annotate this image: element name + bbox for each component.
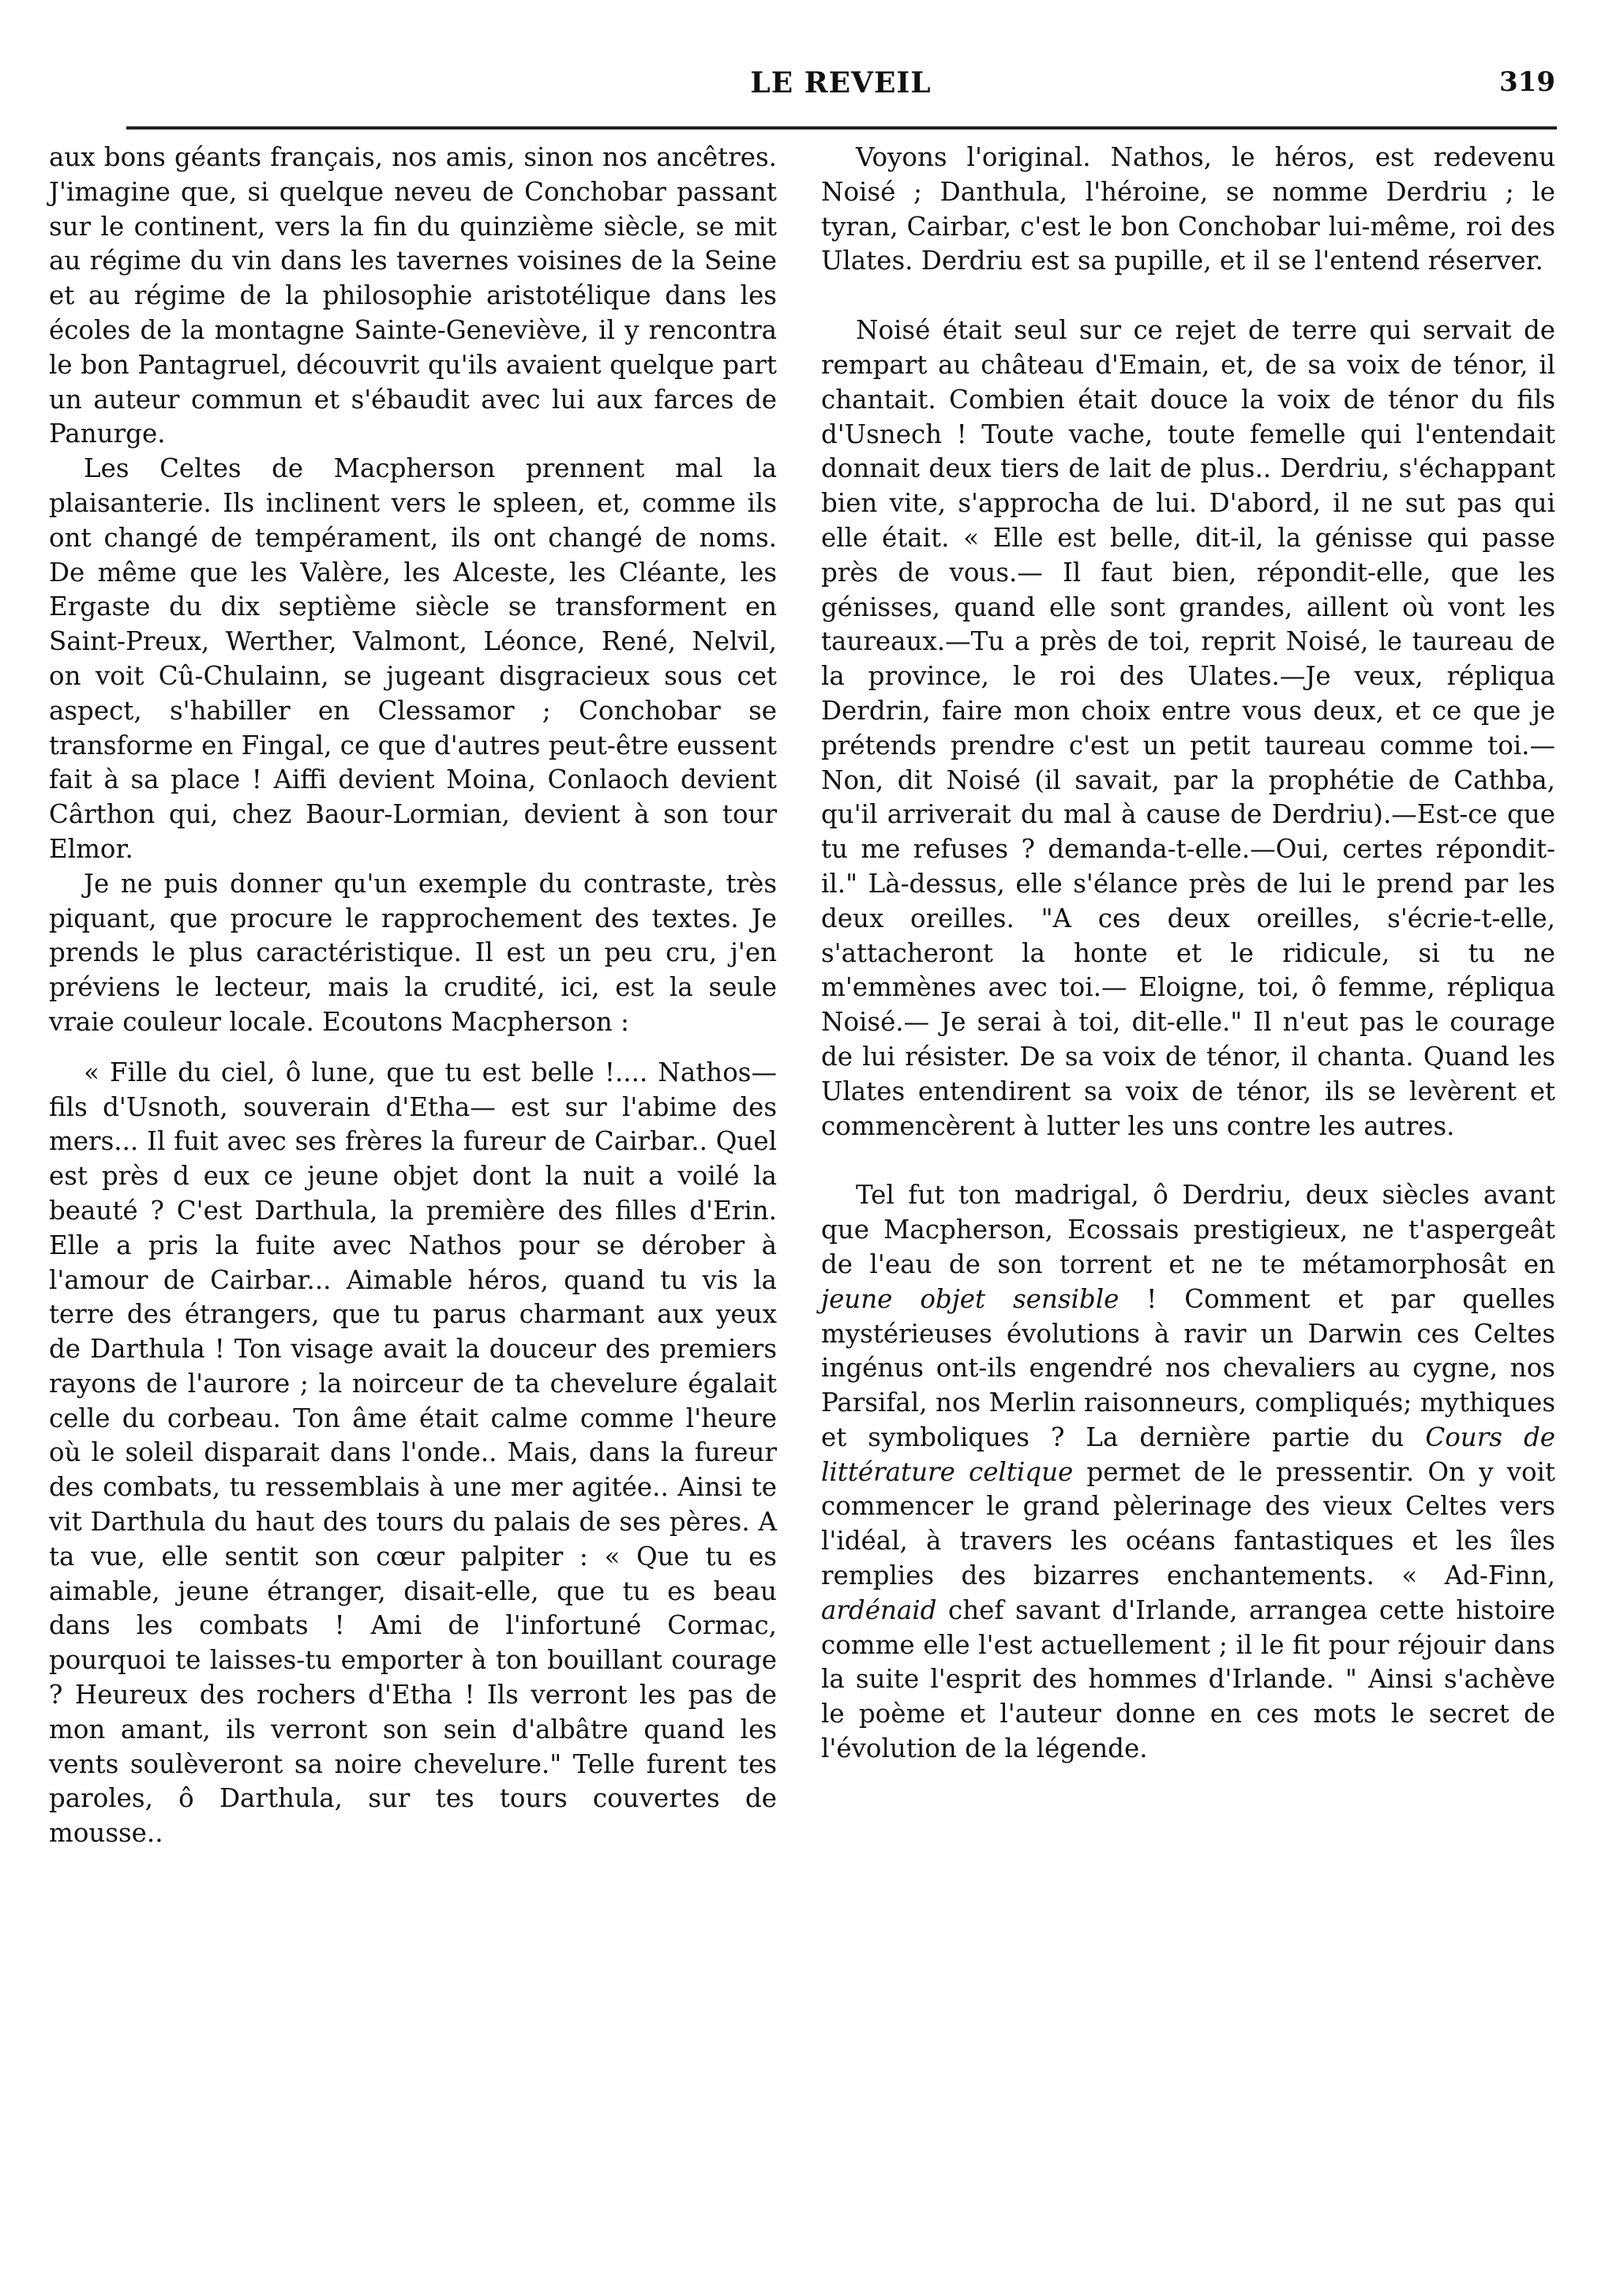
right-p3-italic-2: Cours de littérature celtique xyxy=(821,1421,1555,1487)
right-p3-text-1: Tel fut ton madrigal, ô Derdriu, deux siècles avant que Macpherson, Ecossais prestigieux, ne t'aspergeât de l'eau de son torrent et ne te métamorphosât en xyxy=(821,1180,1555,1279)
right-paragraph-2: Noisé était seul sur ce rejet de terre qui servait de rempart au château d'Emain, et, de sa voix de ténor, il chantait. Combien était douce la voix de ténor du fils d'Usnech ! Toute vache, toute femelle qui l'entendait donnait deux tiers de lait de plus.. Derdriu, s'échappant bien vite, s'approcha de lui. D'abord, il ne sut pas qui elle était. « Elle est belle, dit-il, la génisse qui passe près de vous.— Il faut bien, répondit-elle, que les génisses, quand elle sont grandes, aillent où vont les taureaux.—Tu a près de toi, reprit Noisé, le taureau de la province, le roi des Ulates.—Je veux, répliqua Derdrin, faire mon choix entre vous deux, et ce que je prétends prendre c'est un petit taureau comme toi.—Non, dit Noisé (il savait, par la prophétie de Cathba, qu'il arriverait du mal à cause de Derdriu).—Est-ce que tu me refuses ? demanda-t-elle.—Oui, certes répondit-il." Là-dessus, elle s'élance près de lui le prend par les deux oreilles. "A ces deux oreilles, s'écrie-t-elle, s'attacheront la honte et le ridicule, si tu ne m'emmènes avec toi.— Eloigne, toi, ô femme, répliqua Noisé.— Je serai à toi, dit-elle." Il n'eut pas le courage de lui résister. De sa voix de ténor, il chanta. Quand les Ulates entendirent sa voix de ténor, ils se levèrent et commencèrent à lutter les uns contre les autres. xyxy=(821,315,1555,1141)
page-number: 319 xyxy=(1499,66,1555,98)
right-p3-text-4: chef savant d'Irlande, arrangea cette histoire comme elle l'est actuellement ; il le fit pour réjouir dans la suite l'esprit des hommes d'Irlande. " Ainsi s'achève le poème et l'auteur donne en ces mots le secret de l'évolution de la légende. xyxy=(821,1594,1555,1764)
header-rule xyxy=(126,126,1557,130)
left-paragraph-2: Les Celtes de Macpherson prennent mal la plaisanterie. Ils inclinent vers le spleen, et, comme ils ont changé de tempérament, ils ont changé de noms. De même que les Valère, les Alceste, les Cléante, les Ergaste du dix septième siècle se transforment en Saint-Preux, Werther, Valmont, Léonce, René, Nelvil, on voit Cû-Chulainn, se jugeant disgracieux sous cet aspect, s'habiller en Clessamor ; Conchobar se transforme en Fingal, ce que d'autres peut-être eussent fait à sa place ! Aiffi devient Moina, Conlaoch devient Cârthon qui, chez Baour-Lormian, devient à son tour Elmor. xyxy=(49,453,777,864)
right-p3-italic-1: jeune objet sensible xyxy=(821,1283,1120,1314)
left-quotation-paragraph: « Fille du ciel, ô lune, que tu est belle !.... Nathos—fils d'Usnoth, souverain d'Etha— est sur l'abime des mers... Il fuit avec ses frères la fureur de Cairbar.. Quel est près d eux ce jeune objet dont la nuit a voilé la beauté ? C'est Darthula, la première des filles d'Erin. Elle a pris la fuite avec Nathos pour se dérober à l'amour de Cairbar... Aimable héros, quand tu vis la terre des étrangers, que tu parus charmant aux yeux de Darthula ! Ton visage avait la douceur des premiers rayons de l'aurore ; la noirceur de ta chevelure égalait celle du corbeau. Ton âme était calme comme l'heure où le soleil disparait dans l'onde.. Mais, dans la fureur des combats, tu ressemblais à une mer agitée.. Ainsi te vit Darthula du haut des tours du palais de ses pères. A ta vue, elle sentit son cœur palpiter : « Que tu es aimable, jeune étranger, disait-elle, que tu es beau dans les combats ! Ami de l'infortuné Cormac, pourquoi te laisses-tu emporter à ton bouillant courage ? Heureux des rochers d'Etha ! Ils verront les pas de mon amant, ils verront son sein d'albâtre quand les vents soulèveront sa noire chevelure." Telle furent tes paroles, ô Darthula, sur tes tours couvertes de mousse.. xyxy=(49,1057,777,1849)
page-header xyxy=(126,62,1555,109)
left-paragraph-1: aux bons géants français, nos amis, sinon nos ancêtres. J'imagine que, si quelque neveu de Conchobar passant sur le continent, vers la fin du quinzième siècle, se mit au régime du vin dans les tavernes voisines de la Seine et au régime de la philosophie aristotélique dans les écoles de la montagne Sainte-Geneviève, il y rencontra le bon Pantagruel, découvrit qu'ils avaient quelque part un auteur commun et s'ébaudit avec lui aux farces de Panurge. xyxy=(49,142,777,449)
left-column xyxy=(49,141,777,1851)
left-paragraph-3: Je ne puis donner qu'un exemple du contraste, très piquant, que procure le rapprochement des textes. Je prends le plus caractéristique. Il est un peu cru, j'en préviens le lecteur, mais la crudité, ici, est la seule vraie couleur locale. Ecoutons Macpherson : xyxy=(49,868,777,1037)
right-column xyxy=(821,141,1555,1767)
right-p3-text-3: permet de le pressentir. On y voit commencer le grand pèlerinage des vieux Celtes vers l'idéal, à travers les océans fantastiques et les îles remplies des bizarres enchantements. « Ad-Finn, xyxy=(821,1456,1555,1591)
right-p3-text-2: ! Comment et par quelles mystérieuses évolutions à ravir un Darwin ces Celtes ingénus ont-ils engendré nos chevaliers au cygne, nos Parsifal, nos Merlin raisonneurs, compliqués; mythiques et symboliques ? La dernière partie du xyxy=(821,1283,1555,1452)
right-p3-italic-3: ardénaid xyxy=(821,1594,937,1625)
running-title: LE REVEIL xyxy=(750,66,932,100)
right-paragraph-3 xyxy=(821,1178,1555,1767)
right-paragraph-1: Voyons l'original. Nathos, le héros, est redevenu Noisé ; Danthula, l'héroine, se nomme Derdriu ; le tyran, Cairbar, c'est le bon Conchobar lui-même, roi des Ulates. Derdriu est sa pupille, et il se l'entend réserver. xyxy=(821,142,1555,276)
